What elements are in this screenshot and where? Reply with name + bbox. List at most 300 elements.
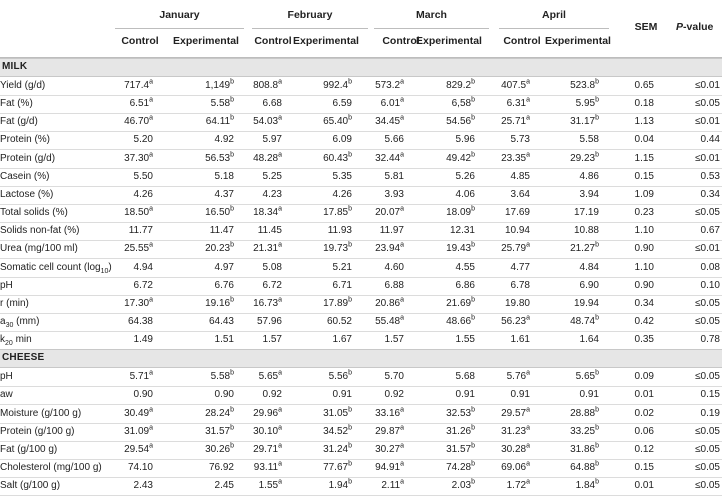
cell-value: 33.25 <box>570 425 596 437</box>
value-cell <box>580 262 599 273</box>
cell-value: 6.01 <box>380 98 401 110</box>
pvalue-value: ≤0.01 <box>695 243 720 255</box>
significance-letter: a <box>400 424 404 432</box>
table-row <box>0 277 722 296</box>
cell-value: 31.57 <box>205 425 231 437</box>
row-label <box>0 298 29 309</box>
value-cell <box>130 98 153 109</box>
row-label <box>0 444 57 455</box>
significance-letter: b <box>348 151 352 159</box>
value-cell <box>375 80 404 91</box>
cell-value: 717.4 <box>124 80 150 91</box>
cell-value: 20.07 <box>375 207 401 219</box>
cell-value: 1.55 <box>455 334 475 346</box>
significance-letter: a <box>149 242 153 250</box>
cell-value: 16.73 <box>253 297 279 309</box>
significance-letter: b <box>348 442 352 450</box>
value-cell <box>505 207 530 218</box>
value-cell <box>456 189 475 200</box>
value-cell <box>333 134 352 145</box>
value-cell <box>452 98 475 109</box>
row-label <box>0 371 13 382</box>
value-cell <box>507 371 530 382</box>
value-cell <box>323 207 352 218</box>
cell-value: 5.56 <box>328 371 349 383</box>
value-cell <box>263 334 282 345</box>
cell-value: 29.57 <box>501 407 527 419</box>
significance-letter: a <box>400 114 404 122</box>
cell-value: 4.37 <box>214 188 234 200</box>
value-cell <box>385 189 404 200</box>
section-heading <box>0 58 722 77</box>
row-label <box>0 153 55 164</box>
pvalue-value: 0.67 <box>700 225 720 237</box>
cell-value: 65.40 <box>323 116 349 128</box>
cell-value: 19.43 <box>446 243 472 255</box>
cell-value: 5.21 <box>332 261 352 273</box>
value-cell <box>263 171 282 182</box>
cell-value: 1,149 <box>205 80 231 91</box>
pvalue-heading-italic: P <box>676 21 684 33</box>
value-cell <box>580 334 599 345</box>
cell-value: 29.54 <box>124 443 150 455</box>
section-title: CHEESE <box>2 352 45 364</box>
control-heading: Control <box>254 35 292 47</box>
value-cell <box>452 480 475 491</box>
significance-letter: a <box>400 242 404 250</box>
cell-value: 48.74 <box>570 315 596 327</box>
significance-letter: b <box>348 114 352 122</box>
value-cell <box>333 389 352 400</box>
value-cell <box>253 408 282 419</box>
significance-letter: b <box>348 478 352 486</box>
value-cell <box>134 480 153 491</box>
significance-letter: a <box>400 296 404 304</box>
value-cell <box>323 116 352 127</box>
cell-value: 10.94 <box>504 225 530 237</box>
row-label <box>0 462 102 473</box>
row-label <box>0 171 49 182</box>
value-cell <box>206 116 234 127</box>
value-cell <box>209 462 234 473</box>
value-cell <box>215 280 234 291</box>
cell-value: 11.45 <box>257 225 282 237</box>
cell-value: 76.92 <box>208 462 234 473</box>
value-cell <box>511 334 530 345</box>
value-cell <box>124 243 153 254</box>
significance-letter: b <box>230 151 234 159</box>
cell-value: 30.26 <box>205 443 231 455</box>
cell-value: 5.73 <box>510 134 530 146</box>
value-cell <box>570 153 599 164</box>
month-underline <box>499 28 609 29</box>
value-cell <box>215 389 234 400</box>
value-cell <box>570 426 599 437</box>
pvalue-value: ≤0.05 <box>695 462 720 473</box>
cell-value: 5.18 <box>214 170 234 182</box>
sem-value: 0.02 <box>634 407 654 419</box>
value-cell <box>134 389 153 400</box>
cell-value: 6.76 <box>214 279 234 291</box>
significance-letter: a <box>526 406 530 414</box>
cell-value: 6.90 <box>579 279 599 291</box>
table-row <box>0 295 722 314</box>
cell-value: 2.45 <box>214 480 234 492</box>
pvalue-value: ≤0.05 <box>695 297 720 309</box>
cell-value: 17.85 <box>323 207 349 219</box>
cell-value: 0.91 <box>510 389 530 401</box>
sem-value: 1.15 <box>634 152 654 164</box>
cell-value: 1.84 <box>575 480 596 492</box>
cell-value: 0.90 <box>214 389 234 401</box>
cell-value: 21.27 <box>570 243 596 255</box>
cell-value: 55.48 <box>375 315 401 327</box>
value-cell <box>501 444 530 455</box>
cell-value: 48.28 <box>253 152 279 164</box>
table-row <box>0 77 722 96</box>
value-cell <box>375 153 404 164</box>
value-cell <box>381 98 404 109</box>
sem-value: 0.35 <box>634 334 654 346</box>
value-cell <box>501 426 530 437</box>
value-cell <box>215 134 234 145</box>
sem-value: 0.90 <box>634 279 654 291</box>
significance-letter: a <box>149 369 153 377</box>
cell-value: 6.59 <box>332 98 352 110</box>
value-cell <box>205 444 234 455</box>
cell-value: 46.70 <box>124 116 150 128</box>
value-cell <box>263 134 282 145</box>
cell-value: 25.71 <box>501 116 527 128</box>
cell-value: 5.95 <box>575 98 596 110</box>
value-cell <box>210 225 234 236</box>
value-cell <box>253 116 282 127</box>
row-label-text: Lactose (%) <box>0 188 54 200</box>
value-cell <box>385 134 404 145</box>
significance-letter: b <box>595 114 599 122</box>
cell-value: 31.09 <box>124 425 150 437</box>
cell-value: 1.64 <box>579 334 599 346</box>
month-heading: March <box>416 9 447 21</box>
sem-value: 0.23 <box>634 207 654 219</box>
cell-value: 523.8 <box>570 80 596 91</box>
significance-letter: b <box>471 478 475 486</box>
value-cell <box>456 134 475 145</box>
significance-letter: a <box>278 296 282 304</box>
value-cell <box>450 225 475 236</box>
significance-letter: a <box>149 96 153 104</box>
value-cell <box>329 371 352 382</box>
cell-value: 5.58 <box>210 98 231 110</box>
cell-value: 17.19 <box>573 207 599 219</box>
value-cell <box>205 153 234 164</box>
cell-value: 829.2 <box>446 80 472 91</box>
value-cell <box>323 444 352 455</box>
month-underline <box>252 28 368 29</box>
value-cell <box>328 225 352 236</box>
value-cell <box>446 426 475 437</box>
value-cell <box>511 280 530 291</box>
sem-value: 0.06 <box>634 425 654 437</box>
cell-value: 21.69 <box>446 297 472 309</box>
value-cell <box>511 262 530 273</box>
value-cell <box>205 243 234 254</box>
significance-letter: b <box>348 78 352 86</box>
significance-letter: b <box>471 314 475 322</box>
value-cell <box>205 207 234 218</box>
significance-letter: a <box>400 96 404 104</box>
table-row <box>0 405 722 424</box>
cell-value: 992.4 <box>323 80 349 91</box>
pvalue-value: ≤0.05 <box>695 480 720 492</box>
value-cell <box>385 334 404 345</box>
cell-value: 1.72 <box>506 480 527 492</box>
significance-letter: a <box>526 424 530 432</box>
cell-value: 31.23 <box>501 425 527 437</box>
cell-value: 10.88 <box>573 225 599 237</box>
value-cell <box>456 334 475 345</box>
value-cell <box>375 316 404 327</box>
value-cell <box>333 189 352 200</box>
cell-value: 5.97 <box>262 134 282 146</box>
value-cell <box>327 316 352 327</box>
cell-value: 16.50 <box>205 207 231 219</box>
cell-value: 6.72 <box>133 279 153 291</box>
value-cell <box>215 480 234 491</box>
value-cell <box>253 80 282 91</box>
row-label-suffix: min <box>12 334 32 346</box>
value-cell <box>385 389 404 400</box>
value-cell <box>580 189 599 200</box>
cell-value: 5.68 <box>455 371 475 383</box>
value-cell <box>570 243 599 254</box>
significance-letter: b <box>471 424 475 432</box>
value-cell <box>501 408 530 419</box>
table-row <box>0 477 722 496</box>
row-label <box>0 225 79 236</box>
significance-letter: b <box>471 205 475 213</box>
cell-value: 5.96 <box>455 134 475 146</box>
cell-value: 4.55 <box>455 261 475 273</box>
cell-value: 21.31 <box>253 243 279 255</box>
value-cell <box>375 408 404 419</box>
significance-letter: a <box>149 442 153 450</box>
cell-value: 5.50 <box>133 170 153 182</box>
value-cell <box>215 189 234 200</box>
cell-value: 11.97 <box>379 225 404 237</box>
value-cell <box>375 116 404 127</box>
significance-letter: a <box>526 369 530 377</box>
value-cell <box>215 262 234 273</box>
value-cell <box>263 389 282 400</box>
value-cell <box>323 462 352 473</box>
cell-value: 0.92 <box>262 389 282 401</box>
pvalue-value: ≤0.01 <box>695 80 720 91</box>
significance-letter: b <box>471 96 475 104</box>
value-cell <box>570 444 599 455</box>
row-label-text: Fat (%) <box>0 98 33 110</box>
significance-letter: b <box>595 406 599 414</box>
pvalue-value: ≤0.05 <box>695 98 720 110</box>
significance-letter: b <box>595 442 599 450</box>
table-row <box>0 204 722 223</box>
cell-value: 18.34 <box>253 207 279 219</box>
row-label-text: Protein (g/d) <box>0 152 56 164</box>
cell-value: 74.28 <box>446 462 472 473</box>
value-cell <box>446 243 475 254</box>
significance-letter: a <box>400 460 404 468</box>
value-cell <box>456 280 475 291</box>
cell-value: 64.11 <box>205 116 231 128</box>
cell-value: 56.53 <box>205 152 231 164</box>
value-cell <box>134 171 153 182</box>
significance-letter: b <box>348 205 352 213</box>
significance-letter: b <box>230 424 234 432</box>
pvalue-value: ≤0.05 <box>695 207 720 219</box>
value-cell <box>375 444 404 455</box>
value-cell <box>375 462 404 473</box>
significance-letter: b <box>230 96 234 104</box>
cell-value: 6.88 <box>384 279 404 291</box>
value-cell <box>375 207 404 218</box>
value-cell <box>211 371 234 382</box>
significance-letter: a <box>278 478 282 486</box>
significance-letter: b <box>230 114 234 122</box>
table-row <box>0 423 722 442</box>
significance-letter: b <box>471 242 475 250</box>
value-cell <box>254 462 282 473</box>
cell-value: 0.91 <box>455 389 475 401</box>
value-cell <box>385 171 404 182</box>
significance-letter: b <box>348 296 352 304</box>
value-cell <box>323 408 352 419</box>
value-cell <box>329 480 352 491</box>
cell-value: 6.78 <box>510 279 530 291</box>
table-row <box>0 131 722 150</box>
value-cell <box>385 262 404 273</box>
value-cell <box>505 225 530 236</box>
sem-value: 1.10 <box>634 225 654 237</box>
cell-value: 18.09 <box>446 207 472 219</box>
row-label-text: Fat (g/100 g) <box>0 443 58 455</box>
cell-value: 30.27 <box>375 443 401 455</box>
value-cell <box>570 116 599 127</box>
row-label-text: Total solids (%) <box>0 207 68 219</box>
value-cell <box>215 171 234 182</box>
value-cell <box>263 189 282 200</box>
value-cell <box>205 80 234 91</box>
value-cell <box>257 316 282 327</box>
value-cell <box>323 153 352 164</box>
significance-letter: b <box>230 369 234 377</box>
row-label <box>0 207 68 218</box>
value-cell <box>253 207 282 218</box>
cell-value: 31.24 <box>323 443 349 455</box>
significance-letter: b <box>230 442 234 450</box>
significance-letter: a <box>526 460 530 468</box>
pvalue-heading <box>676 21 713 33</box>
row-label-text: Protein (g/100 g) <box>0 425 75 437</box>
value-cell <box>253 243 282 254</box>
pvalue-value: 0.53 <box>700 170 720 182</box>
value-cell <box>253 426 282 437</box>
sem-value: 0.15 <box>634 170 654 182</box>
cell-value: 20.86 <box>375 297 401 309</box>
row-label <box>0 334 32 348</box>
row-label-text: Somatic cell count (log <box>0 261 101 273</box>
sem-value: 1.10 <box>634 261 654 273</box>
value-cell <box>446 298 475 309</box>
cell-value: 30.10 <box>253 425 279 437</box>
cell-value: 1.49 <box>133 334 153 346</box>
cell-value: 28.88 <box>570 407 596 419</box>
value-cell <box>263 280 282 291</box>
cell-value: 74.10 <box>127 462 153 473</box>
section-heading <box>0 349 722 368</box>
value-cell <box>576 98 599 109</box>
cell-value: 17.69 <box>504 207 530 219</box>
cell-value: 64.88 <box>570 462 596 473</box>
cell-value: 28.24 <box>205 407 231 419</box>
cell-value: 19.16 <box>205 297 231 309</box>
cell-value: 4.26 <box>332 188 352 200</box>
value-cell <box>259 371 282 382</box>
cell-value: 11.47 <box>209 225 234 237</box>
cell-value: 3.94 <box>579 188 599 200</box>
value-cell <box>511 171 530 182</box>
cell-value: 29.87 <box>375 425 401 437</box>
row-label-text: Moisture (g/100 g) <box>0 407 82 419</box>
cell-value: 4.23 <box>262 188 282 200</box>
value-cell <box>333 98 352 109</box>
cell-value: 5.71 <box>129 371 150 383</box>
cell-value: 5.58 <box>579 134 599 146</box>
pvalue-value: 0.44 <box>700 134 720 146</box>
significance-letter: b <box>348 460 352 468</box>
significance-letter: a <box>278 242 282 250</box>
cell-value: 32.53 <box>446 407 472 419</box>
experimental-heading: Experimental <box>293 35 359 47</box>
cell-value: 17.30 <box>124 297 150 309</box>
cell-value: 3.93 <box>384 188 404 200</box>
cell-value: 407.5 <box>501 80 527 91</box>
cell-value: 5.20 <box>133 134 153 146</box>
cell-value: 54.03 <box>253 116 279 128</box>
significance-letter: a <box>149 296 153 304</box>
pvalue-value: ≤0.05 <box>695 371 720 383</box>
value-cell <box>124 116 153 127</box>
cell-value: 34.52 <box>323 425 349 437</box>
value-cell <box>580 280 599 291</box>
value-cell <box>211 98 234 109</box>
cell-value: 1.55 <box>258 480 279 492</box>
row-label-text: Fat (g/d) <box>0 116 38 128</box>
value-cell <box>570 408 599 419</box>
cell-value: 4.26 <box>133 188 153 200</box>
row-label-subscript: 10 <box>100 267 109 275</box>
value-cell <box>580 389 599 400</box>
significance-letter: b <box>595 424 599 432</box>
cell-value: 3.64 <box>510 188 530 200</box>
significance-letter: a <box>278 424 282 432</box>
value-cell <box>124 426 153 437</box>
value-cell <box>205 298 234 309</box>
significance-letter: b <box>348 406 352 414</box>
cell-value: 6.71 <box>332 279 352 291</box>
cell-value: 60.43 <box>323 152 349 164</box>
cell-value: 12.31 <box>449 225 475 237</box>
table-row <box>0 386 722 405</box>
